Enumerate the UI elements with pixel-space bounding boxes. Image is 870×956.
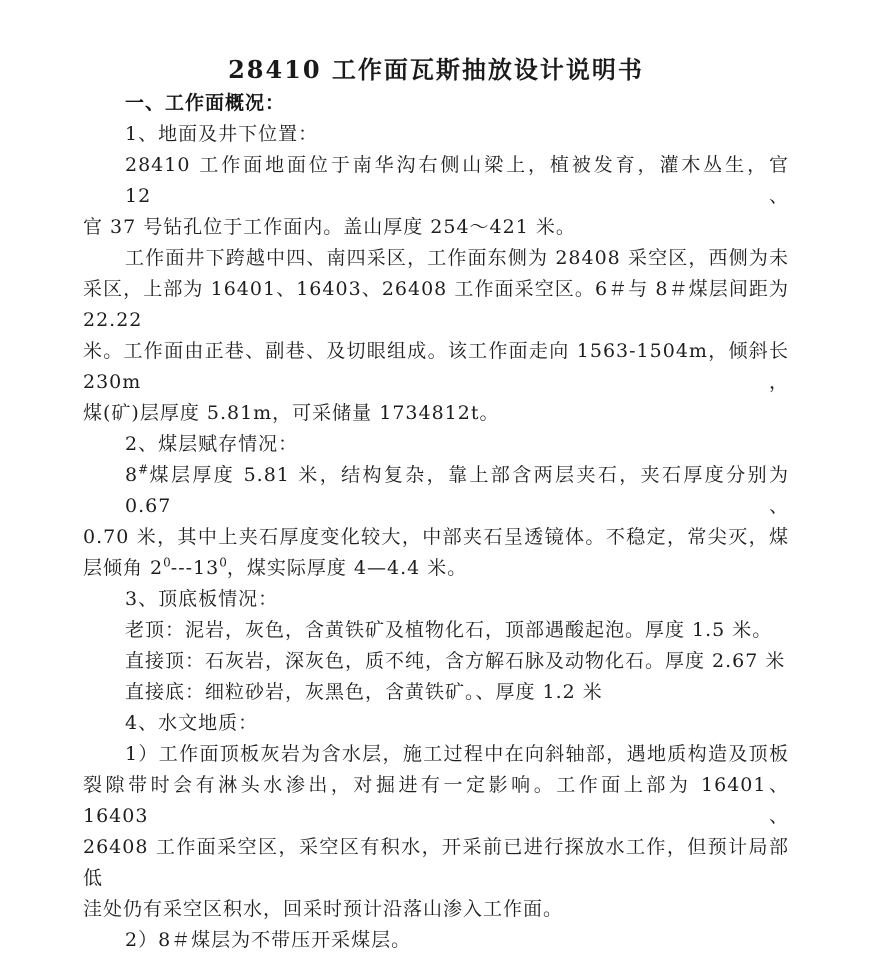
superscript-hash: #: [138, 462, 149, 477]
para-underground-line-2: 采区，上部为 16401、16403、26408 工作面采空区。6＃与 8＃煤层间距为 22.22: [83, 278, 789, 331]
thickness-text: ，煤实际厚度 4—4.4 米。: [226, 557, 468, 579]
para-hydrogeology-line-4: 洼处仍有采空区积水，回采时预计沿落山渗入工作面。: [83, 898, 564, 920]
superscript-degree: 0: [219, 555, 227, 570]
document-body: [83, 88, 789, 956]
heading-item-3: 3、顶底板情况：: [125, 588, 279, 610]
heading-section-1: 一、工作面概况：: [125, 92, 286, 114]
coal-seam-number: 8: [125, 464, 139, 486]
document-title: 28410 工作面瓦斯抽放设计说明书: [228, 55, 644, 84]
floor-direct-line: 直接底：细粒砂岩，灰黑色，含黄铁矿。、厚度 1.2 米: [125, 681, 603, 703]
dip-angle-text: 层倾角 2: [83, 557, 164, 579]
para-hydrogeology-item-2: 2）8＃煤层为不带压开采煤层。: [125, 929, 412, 951]
para-underground-line-3: 米。工作面由正巷、副巷、及切眼组成。该工作面走向 1563-1504m，倾斜长 230m，: [83, 340, 789, 393]
para-hydrogeology-line-3: 26408 工作面采空区，采空区有积水，开采前已进行探放水工作，但预计局部低: [83, 836, 789, 889]
coal-seam-text: 煤层厚度 5.81 米，结构复杂，靠上部含两层夹石，夹石厚度分别为 0.67、: [125, 464, 789, 517]
para-hydrogeology-line-1: 1）工作面顶板灰岩为含水层，施工过程中在向斜轴部，遇地质构造及顶板: [125, 743, 789, 765]
para-coal-seam-line-3: [83, 553, 789, 584]
para-surface-location-line-2: 官 37 号钻孔位于工作面内。盖山厚度 254～421 米。: [83, 216, 576, 238]
para-coal-seam-line-1: [83, 460, 789, 522]
para-hydrogeology-line-2: 裂隙带时会有淋头水渗出，对掘进有一定影响。工作面上部为 16401、16403、: [83, 774, 789, 827]
heading-item-4: 4、水文地质：: [125, 712, 259, 734]
document-content: [83, 52, 789, 956]
heading-item-1: 1、地面及井下位置：: [125, 123, 319, 145]
superscript-degree: 0: [163, 555, 171, 570]
roof-direct-line: 直接顶：石灰岩，深灰色，质不纯，含方解石脉及动物化石。厚度 2.67 米: [125, 650, 786, 672]
roof-main-line: 老顶：泥岩，灰色，含黄铁矿及植物化石，顶部遇酸起泡。厚度 1.5 米。: [125, 619, 773, 641]
heading-item-2: 2、煤层赋存情况：: [125, 433, 299, 455]
para-surface-location-line-1: 28410 工作面地面位于南华沟右侧山梁上，植被发育，灌木丛生，官 12、: [125, 154, 789, 207]
dip-angle-range: ---13: [170, 557, 220, 579]
para-underground-line-4: 煤(矿)层厚度 5.81m，可采储量 1734812t。: [83, 402, 500, 424]
para-underground-line-1: 工作面井下跨越中四、南四采区，工作面东侧为 28408 采空区，西侧为未: [125, 247, 789, 269]
para-coal-seam-line-2: 0.70 米，其中上夹石厚度变化较大，中部夹石呈透镜体。不稳定，常尖灭，煤: [83, 526, 789, 548]
